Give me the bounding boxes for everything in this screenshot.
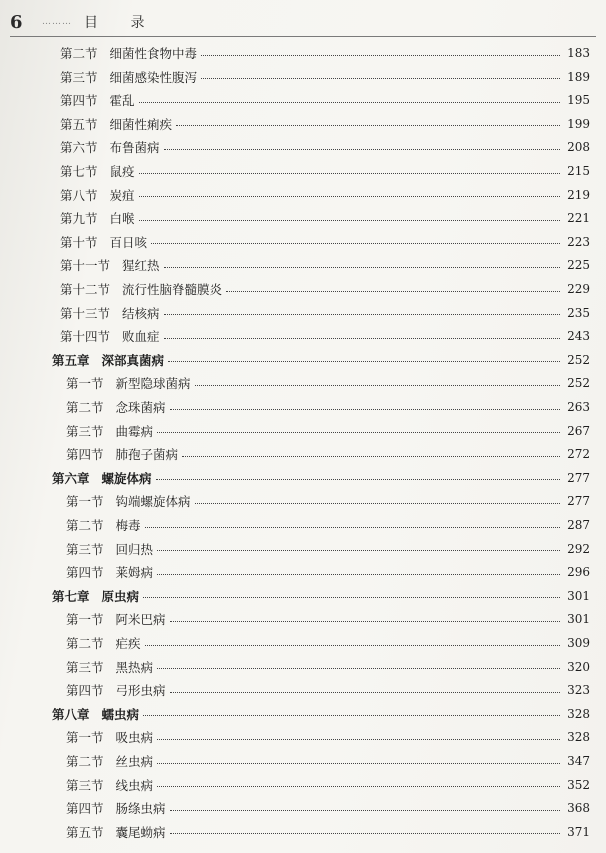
toc-entry-number: 第十三节 [60, 305, 111, 321]
toc-section-row [66, 774, 590, 796]
toc-entry-title: 细菌性食物中毒 [109, 46, 198, 61]
toc-section-row [66, 821, 590, 843]
toc-entry-title: 败血症 [122, 329, 160, 345]
dot-leader [226, 291, 560, 292]
dot-leader [139, 102, 560, 103]
toc-entry-number: 第四节 [66, 565, 104, 581]
toc-chapter-row [52, 349, 590, 371]
toc-entry-number: 第十一节 [60, 258, 111, 274]
toc-entry-title: 钩端螺旋体病 [115, 494, 191, 510]
toc-section-row [66, 632, 590, 654]
dot-leader [139, 220, 560, 221]
dot-leader [164, 314, 560, 315]
toc-section-row [60, 184, 590, 206]
toc-entry-page: 189 [567, 69, 590, 84]
toc-entry-title: 布鲁菌病 [109, 140, 160, 156]
toc-entry-number: 第五节 [60, 116, 98, 132]
page-title: 目 录 [84, 15, 159, 31]
toc-entry-number: 第十节 [60, 234, 98, 250]
toc-entry-number: 第二节 [66, 754, 104, 769]
toc-entry-page: 267 [567, 423, 590, 438]
toc-entry-title: 曲霉病 [115, 423, 154, 439]
toc-entry-title: 细菌感染性腹泻 [109, 69, 198, 85]
dot-leader [164, 267, 560, 268]
toc-entry-number: 第三节 [66, 423, 104, 439]
dot-leader [139, 173, 560, 174]
toc-entry-number: 第二节 [66, 636, 104, 651]
toc-chapter-row [52, 467, 590, 489]
toc-section-row [66, 608, 590, 630]
toc-section-row [60, 160, 590, 182]
dot-leader [176, 125, 560, 126]
toc-entry-title: 结核病 [122, 305, 160, 321]
dot-leader [164, 149, 560, 150]
toc-entry-title: 炭疽 [109, 187, 135, 203]
dot-leader [182, 456, 560, 457]
toc-entry-title: 丝虫病 [115, 754, 154, 769]
toc-entry-page: 221 [567, 211, 590, 226]
toc-section-row [60, 42, 590, 64]
toc-section-row [66, 750, 590, 772]
dot-leader [157, 432, 560, 433]
toc-entry-number: 第二节 [66, 518, 104, 533]
toc-entry-page: 195 [567, 93, 590, 108]
toc-entry-number: 第二节 [60, 46, 98, 61]
toc-section-row [66, 420, 590, 442]
toc-entry-number: 第七章 [52, 588, 90, 604]
toc-entry-number: 第四节 [66, 447, 104, 463]
toc-section-row [60, 325, 590, 347]
dot-leader [157, 739, 560, 740]
toc-section-row [66, 514, 590, 536]
toc-section-row [60, 207, 590, 229]
toc-section-row [60, 136, 590, 158]
toc-entry-title: 新型隐球菌病 [115, 376, 191, 392]
toc-entry-page: 320 [567, 659, 590, 674]
dot-leader [143, 715, 560, 716]
toc-section-row [66, 538, 590, 560]
toc-entry-number: 第四节 [66, 801, 104, 817]
page-header [10, 10, 570, 34]
toc-entry-title: 线虫病 [115, 777, 154, 793]
dot-leader [145, 645, 560, 646]
dot-leader [170, 810, 560, 811]
toc-section-row [66, 372, 590, 394]
toc-entry-number: 第三节 [66, 659, 104, 675]
series-title: ……… [42, 17, 72, 27]
toc-section-row [60, 66, 590, 88]
toc-entry-title: 原虫病 [101, 588, 140, 604]
dot-leader [151, 243, 560, 244]
toc-entry-title: 囊尾蚴病 [115, 824, 166, 840]
toc-entry-number: 第四节 [60, 93, 98, 109]
toc-entry-title: 猩红热 [122, 258, 160, 274]
toc-section-row [66, 726, 590, 748]
dot-leader [157, 550, 560, 551]
toc-entry-number: 第六节 [60, 140, 98, 156]
toc-section-row [60, 113, 590, 135]
toc-entry-page: 272 [567, 447, 590, 462]
toc-entry-number: 第三节 [66, 777, 104, 793]
toc-entry-number: 第四节 [66, 683, 104, 699]
page-number: 6 [10, 11, 23, 33]
toc-entry-page: 252 [567, 376, 590, 391]
toc-entry-title: 百日咳 [109, 234, 148, 250]
toc-entry-page: 296 [567, 565, 590, 580]
toc-entry-number: 第五章 [52, 352, 90, 368]
toc-entry-title: 黑热病 [115, 659, 154, 675]
toc-entry-page: 225 [567, 258, 590, 273]
toc-entry-number: 第一节 [66, 730, 104, 746]
toc-section-row [66, 490, 590, 512]
toc-entry-number: 第六章 [52, 470, 90, 486]
toc-entry-page: 208 [567, 140, 590, 155]
dot-leader [145, 527, 560, 528]
toc-chapter-row [52, 703, 590, 725]
toc-entry-page: 229 [567, 282, 590, 296]
toc-section-row [60, 278, 590, 300]
toc-entry-number: 第一节 [66, 494, 104, 510]
toc-entry-page: 252 [567, 352, 590, 367]
toc-section-row [60, 89, 590, 111]
toc-entry-title: 弓形虫病 [115, 683, 166, 699]
dot-leader [201, 78, 560, 79]
toc-section-row [66, 443, 590, 465]
toc-entry-title: 莱姆病 [115, 565, 154, 581]
toc-section-row [66, 679, 590, 701]
dot-leader [157, 574, 560, 575]
toc-entry-page: 301 [567, 588, 590, 603]
toc-entry-title: 细菌性痢疾 [109, 116, 173, 132]
toc-entry-page: 371 [567, 824, 590, 839]
toc-entry-page: 277 [567, 494, 590, 509]
toc-entry-number: 第五节 [66, 824, 104, 840]
toc-entry-page: 323 [567, 683, 590, 698]
dot-leader [156, 479, 560, 480]
toc-entry-title: 阿米巴病 [115, 612, 166, 628]
toc-entry-page: 243 [567, 329, 590, 344]
toc-entry-page: 292 [567, 541, 590, 556]
toc-entry-number: 第二节 [66, 400, 104, 415]
toc-section-row [66, 561, 590, 583]
toc-section-row [66, 656, 590, 678]
toc-entry-title: 螺旋体病 [101, 470, 152, 486]
toc-entry-page: 352 [567, 777, 590, 792]
toc-entry-page: 199 [567, 116, 590, 131]
toc-entry-number: 第一节 [66, 376, 104, 392]
toc-entry-page: 223 [567, 234, 590, 249]
dot-leader [170, 833, 560, 834]
toc-entry-title: 鼠疫 [109, 164, 135, 179]
dot-leader [157, 786, 560, 787]
toc-entry-title: 深部真菌病 [101, 352, 165, 368]
dot-leader [170, 692, 560, 693]
toc-entry-number: 第十二节 [60, 282, 111, 297]
toc-section-row [60, 302, 590, 324]
toc-entry-page: 301 [567, 612, 590, 627]
dot-leader [164, 338, 560, 339]
toc-entry-title: 霍乱 [109, 93, 135, 109]
toc-entry-title: 念珠菌病 [115, 400, 166, 415]
toc-entry-title: 疟疾 [115, 636, 141, 651]
toc-section-row [60, 254, 590, 276]
toc-entry-number: 第七节 [60, 164, 98, 179]
toc-entry-number: 第九节 [60, 211, 98, 227]
dot-leader [157, 668, 560, 669]
toc-section-row [66, 396, 590, 418]
toc-entry-title: 蠕虫病 [101, 706, 140, 722]
dot-leader [157, 763, 560, 764]
toc-chapter-row [52, 585, 590, 607]
toc-entry-page: 368 [567, 801, 590, 816]
toc-entry-page: 215 [567, 164, 590, 178]
toc-entry-page: 328 [567, 730, 590, 745]
toc-entry-number: 第三节 [60, 69, 98, 85]
toc-entry-number: 第八章 [52, 706, 90, 722]
toc-entry-page: 263 [567, 400, 590, 414]
toc-section-row [60, 231, 590, 253]
toc-entry-page: 309 [567, 636, 590, 650]
dot-leader [170, 621, 560, 622]
toc-section-row [66, 797, 590, 819]
dot-leader [168, 361, 560, 362]
toc-entry-title: 梅毒 [115, 518, 141, 533]
toc-entry-title: 吸虫病 [115, 730, 154, 746]
toc-entry-number: 第十四节 [60, 329, 111, 345]
toc-entry-title: 肠绦虫病 [115, 801, 166, 817]
toc-entry-title: 肺孢子菌病 [115, 447, 179, 463]
toc-entry-page: 347 [567, 754, 590, 768]
toc-entry-page: 219 [567, 187, 590, 202]
toc-entry-number: 第一节 [66, 612, 104, 628]
toc-entry-page: 328 [567, 706, 590, 721]
toc-entry-page: 235 [567, 305, 590, 320]
toc-entry-title: 白喉 [109, 211, 135, 227]
toc-entry-page: 287 [567, 518, 590, 532]
dot-leader [195, 503, 560, 504]
toc-entry-number: 第八节 [60, 187, 98, 203]
toc-entry-page: 277 [567, 470, 590, 485]
dot-leader [201, 55, 560, 56]
header-rule [10, 36, 596, 37]
toc-entry-title: 流行性脑脊髓膜炎 [122, 282, 223, 297]
dot-leader [195, 385, 560, 386]
toc-entry-number: 第三节 [66, 541, 104, 557]
dot-leader [170, 409, 560, 410]
toc-entry-page: 183 [567, 46, 590, 60]
dot-leader [139, 196, 560, 197]
dot-leader [143, 597, 560, 598]
toc-entry-title: 回归热 [115, 541, 154, 557]
